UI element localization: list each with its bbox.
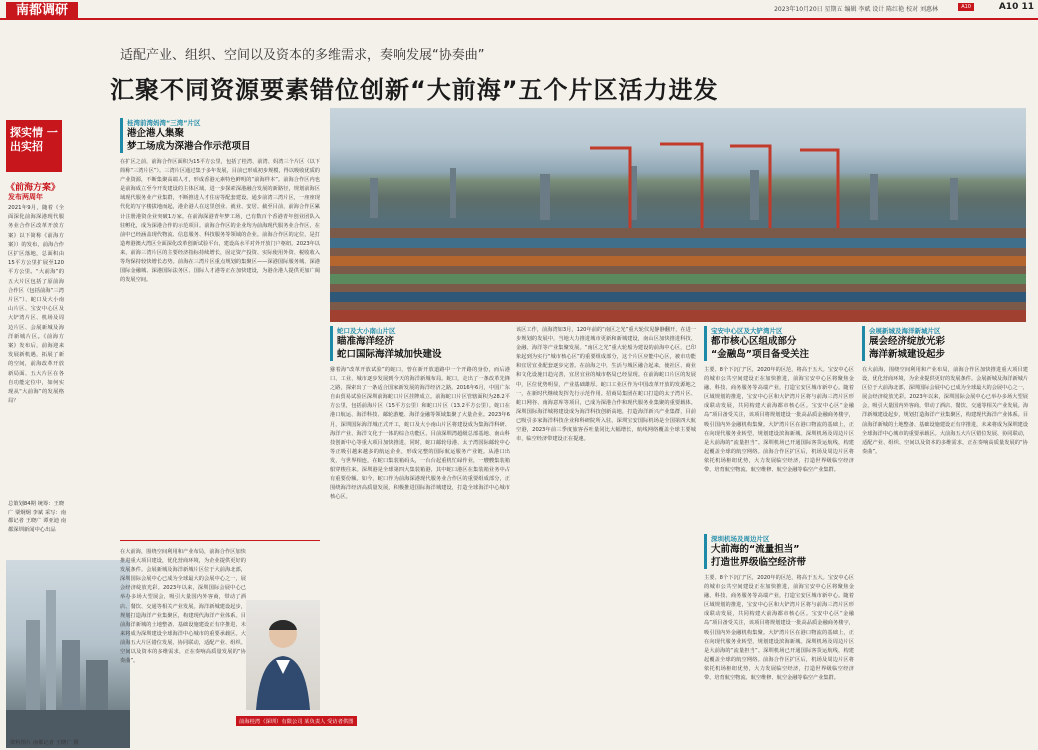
section-shekou (330, 326, 510, 361)
section-airport (704, 534, 854, 569)
headline-title: 汇聚不同资源要素错位创新“大前海”五个片区活力进发 (110, 76, 719, 104)
section-tag: 宝安中心区及大铲湾片区 (711, 327, 783, 335)
section-expo (862, 326, 1028, 361)
column-3-text: 该区工作，前海湾如3月，120年前的“南区之光”重大轮仪见静静翻开，在进一步规划的发展中，当地大力推进城市更新和新城建设，南山区加快推进科技、金融、海洋等产业集聚发展。“南区之光”重大轮船为建设的前海中心区，已印象起到为实行“城市核心区”的重要组成部分，这个片区应能中心区，被市功能和宜居宜业配套逐步完善。在前海之中，生活与城区融合起来，使社区、商业和文化设施日趋完善，宜居宜业的城市格局已经显现。在前海蛇口片区的发展中，区位优势明显，产业基础雄厚。蛇口工业区作为中国改革开放的发源地之一，在新时代继续发挥先行示范作用。招商局集团在蛇口打造的太子湾片区、蛇口网谷、南海意库等项目，已成为深港合作和现代服务业集聚的重要载体。深圳国际海洋城将建设成为海洋科技创新高地，打造海洋新兴产业集群，目前已吸引多家海洋科技企业和科研院所入驻。深圳宝安国际机场是全国第四大航空港，2023年前三季度旅客吞吐量同比大幅增长，航线网络覆盖全球主要城市，临空经济带建设正在提速。 (516, 327, 696, 443)
section-title: 展会经济绽放光彩 (869, 336, 946, 347)
section-subtitle: 梦工场成为深港合作示范项目 (127, 141, 251, 152)
headline-kicker: 适配产业、组织、空间以及资本的多维需求，奏响发展“协奏曲” (120, 48, 485, 63)
section-tag: 蛇口及大小南山片区 (337, 327, 396, 335)
column-5-text: 在大前海，围绕空间利用和产业布局，前海合作区加快推进重大项目建设，优化营商环境，为企业提供更好的发展条件。会展新城及海洋新城片区位于大前海北部，深圳国际会展中心已成为全球最大的会展中心之一，展会经济绽放光彩。2023年以来，深圳国际会展中心已举办多场大型展会，吸引大量国内外客商，带动了酒店、餐饮、交通等相关产业发展。海洋新城建设起步，规划打造海洋产业集聚区，构建现代海洋产业体系。目前海洋新城的土地整备、基础设施建设正有序推进，未来将成为深圳建设全球海洋中心城市的重要承载区。大前海五大片区错位发展、协同联动，适配产业、组织、空间以及资本的多维需求，正在奏响高质量发展的“协奏曲”。 (862, 367, 1028, 455)
section-title: 瞄准海洋经济 (337, 336, 395, 347)
column-4-text: 主要、8个下沉门“区，2020年的区范，将高于五大。宝安中心区的城市公共空间建设正在加快推进，前海宝安中心区将聚焦金融、科技、商务服务等高端产业，打造宝安区城市新中心。随着区域规划的推进，宝安中心区和大铲湾片区将与前海三湾片区形成联动发展，共同构建大前海都市核心区。宝安中心区“金融岛”项目备受关注，该项目将规划建设一批高品质金融商务楼宇，吸引国内外金融机构集聚。大铲湾片区在港口物流的基础上，正在向现代服务业转型，规划建设滨海新城。深圳机场及周边片区是大前海的“流量担当”。深圳机场已开通国际客货运航线，构建起覆盖全球的航空网络。前海合作区扩区后，机场及周边片区将依托机场枢纽优势，大力发展临空经济，打造世界级临空经济带，培育航空物流、航空维修、航空金融等临空产业集群。 (704, 367, 854, 474)
sidebar-title: 《前海方案》 (6, 183, 61, 193)
section-title: 港企港人集聚 (127, 128, 185, 139)
section-title: 都市核心区组成部分 (711, 336, 797, 347)
section-title: 大前海的“流量担当” (711, 544, 800, 555)
section-three-bays (120, 118, 320, 153)
column-1-text: 在扩区之前，前海合作区面积为15平方公里，包括了桂湾、前湾、妈湾三个片区（以下简称“三湾片区”）。三湾片区通过集于多年发展，目前已形成初步规模，得以吸收优质的产业资源，不断集聚高端人才，形成香港元素特色鲜明的“前海样本”。前海合作区内也是前海成立至今开发建设的主体区域，进一步探索深港融合发展的新路径，规划前海区域现代服务业产业集群，不断推进人才住房等配套建设。通步前湾三湾片区，一座座现代化的写字楼拔地而起，港企港人在这里创业、就业、安居。截至目前，前海合作区累计注册港资企业突破1万家。在前海深港青年梦工场，已有数百个香港青年创业团队入驻孵化，成为深港合作的示范项目。前海合作区的企业均为前海现代服务业合作区，在前中已经涵盖现代物流、信息服务、科技服务等领域的企业。前海合作区的定位，是打造粤港澳大湾区全面深化改革创新试验平台，建设高水平对外开放门户枢纽。2023年以来，前海三湾片区的主要经济指标持续增长，固定资产投资、实际使用外资、税收收入等均保持较快增长态势。前海在三湾片区重点规划的集聚区——深港国际服务城、深港国际金融城、深港国际法务区、国际人才港等正在加快建设，为港企港人提供更加广阔的发展空间。 (120, 159, 320, 284)
column-2-text: 猕着海“改革开放试验”的蛇口，曾在新开放道路中一个开路的身份，而后港口、工业、城市逐步发展到今天的海洋新城布局。蛇口，走出了一条改革先锋之路，探索出了一条适合国家新发展的海洋经济之路。2016年6月，中国广东自由贸易试验区深圳前海蛇口片区挂牌成立。前海蛇口片区管辖面积为28.2平方公里，包括前海片区（15平方公里）和蛇口片区（13.2平方公里）。蛇口在港口航运、海洋科技、邮轮游艇、海洋金融等领域集聚了大量企业。2023年6月，深圳国际海洋城正式开工，蛇口及大小南山片区将建设成为集海洋科研、海洋产业、海洋文化于一体的综合功能区。目前深圳湾超级总部基地、南山科技创新中心等重大项目加快推进，同时，蛇口邮轮母港、太子湾国际邮轮中心等正吸引越来越多的航运企业，形成完整的国际航运服务产业链。从港口出发，与世界相连，在蛇口集装箱码头，一台台起重机忙碌作业，一艘艘集装箱船穿梭往来。深圳港是全球第四大集装箱港，其中蛇口港区在集装箱业务中占有重要份额。如今，蛇口作为前海深港现代服务业合作区的重要组成部分，正围绕海洋经济高质量发展，积极推进国际海洋城建设，打造全球海洋中心城市核心区。 (330, 367, 510, 501)
city-photo (6, 560, 130, 748)
brand-logo: 南都调研 (6, 2, 78, 19)
portrait-caption: 前海桂湾（深圳）有限公司 某负责人 受访者供图 (236, 716, 357, 726)
sidebar-text: 2021年9月，随着《全面深化前海深港现代服务业合作区改革开放方案》以下简称《前海方案》）的发布，前海合作区扩区落地，总面积由15平方公里扩展至120平方公里。“大前海”的五大片区包括了原前海合作区（包括前海“三湾片区”）、蛇口及大小南山片区、宝安中心区及大铲湾片区、机场及周边片区、会展新城及海洋新城片区。《前海方案》发布后，前海迎来发展新机遇，拓展了新的空间，前海改革开放新局面、五大片区在各自功能定位中，如何实现从“大前海”的发展格局？ (8, 205, 64, 405)
section-baoan (704, 326, 854, 361)
sidebar-credits: 总策划84期 统筹：王晓广 粟炯炯 李斌 采写：南都记者 王晓广 谭亚迪 南都深圳新闻中心出品 (8, 501, 67, 533)
column-1-text-cont: 在大前海，围绕空间利用和产业布局，前海合作区加快推进重大项目建设，优化营商环境，为企业提供更好的发展条件。会展新城及海洋新城片区位于大前海北部，深圳国际会展中心已成为全球最大的会展中心之一，展会经济绽放光彩。2023年以来，深圳国际会展中心已举办多场大型展会，吸引大量国内外客商，带动了酒店、餐饮、交通等相关产业发展。海洋新城建设起步，规划打造海洋产业集聚区，构建现代海洋产业体系。目前海洋新城的土地整备、基础设施建设正有序推进，未来将成为深圳建设全球海洋中心城市的重要承载区。大前海五大片区错位发展、协同联动，适配产业、组织、空间以及资本的多维需求，正在奏响高质量发展的“协奏曲”。 (120, 549, 246, 665)
column-4b-text: 主要、8个下沉门“区，2020年的区范，将高于五大。宝安中心区的城市公共空间建设正在加快推进，前海宝安中心区将聚焦金融、科技、商务服务等高端产业，打造宝安区城市新中心。随着区域规划的推进，宝安中心区和大铲湾片区将与前海三湾片区形成联动发展，共同构建大前海都市核心区。宝安中心区“金融岛”项目备受关注，该项目将规划建设一批高品质金融商务楼宇，吸引国内外金融机构集聚。大铲湾片区在港口物流的基础上，正在向现代服务业转型，规划建设滨海新城。深圳机场及周边片区是大前海的“流量担当”。深圳机场已开通国际客货运航线，构建起覆盖全球的航空网络。前海合作区扩区后，机场及周边片区将依托机场枢纽优势，大力发展临空经济，打造世界级临空经济带，培育航空物流、航空维修、航空金融等临空产业集群。 (704, 575, 854, 682)
page-badge: A10 (958, 3, 974, 11)
section-subtitle: “金融岛”项目备受关注 (711, 349, 809, 360)
header-rule (0, 18, 1038, 20)
section-subtitle: 海洋新城建设起步 (869, 349, 946, 360)
dateline: 2023年10月20日 星期五 编辑 李斌 设计 陈红艳 校对 刘惠林 (774, 6, 938, 13)
section-tag: 深圳机场及周边片区 (711, 535, 770, 543)
section-subtitle: 打造世界级临空经济带 (711, 557, 807, 568)
portrait-photo (246, 600, 320, 710)
section-tag: 会展新城及海洋新城片区 (869, 327, 941, 335)
section-subtitle: 蛇口国际海洋城加快建设 (337, 349, 442, 360)
section-tag: 桂湾前湾妈湾“三湾”片区 (127, 119, 201, 127)
sidebar-subtitle: 发布两周年 (8, 193, 43, 201)
port-photo (330, 108, 1026, 322)
page-number: A10 11 (998, 2, 1034, 12)
city-photo-caption: 资料图片 南都记者 王晓广 摄 (10, 740, 79, 746)
series-stamp: 探实情 一出实招 (6, 120, 62, 172)
